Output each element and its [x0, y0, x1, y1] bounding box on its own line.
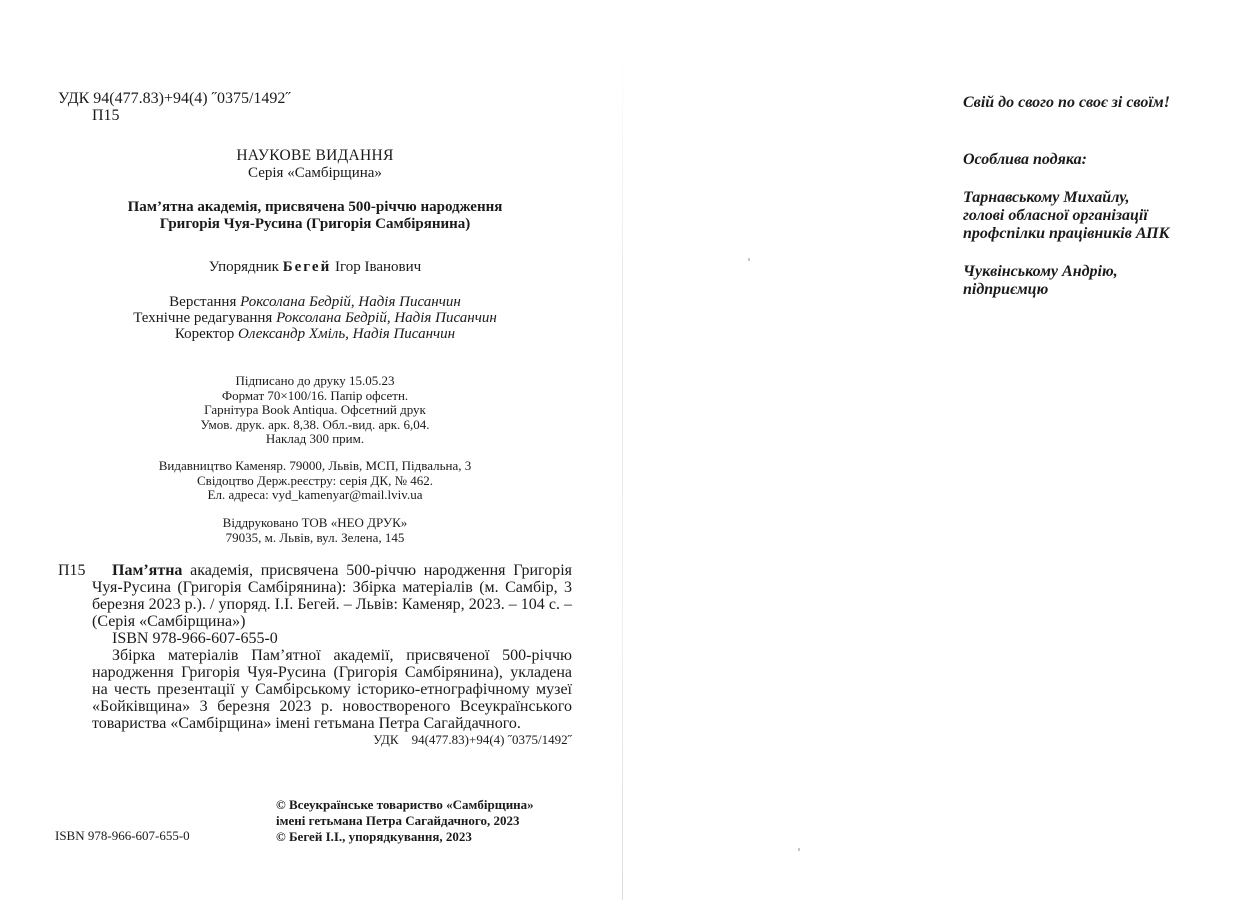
thanks-entry-2: Чуквінському Андрію, підприємцю: [963, 263, 1118, 298]
publisher-info: Видавництво Каменяр. 79000, Львів, МСП, Підвальна, 3 Свідоцтво Держ.реєстру: серія ДК, № 462. Ел. адреса: vyd_kamenyar@mail.lviv.ua: [158, 458, 472, 502]
bibliographic-record: [92, 562, 572, 748]
thanks-heading: Особлива подяка:: [963, 151, 1087, 168]
copyright-block: © Всеукраїнське товариство «Самбірщина» імені гетьмана Петра Сагайдачного, 2023 © Бегей І.І., упорядкування, 2023: [276, 797, 534, 844]
thanks-entry-1: Тарнавському Михайлу, голові обласної організації профспілки працівників АПК: [963, 189, 1170, 242]
genre-label: НАУКОВЕ ВИДАННЯ: [236, 147, 394, 164]
bib-description: Пам’ятна академія, присвячена 500-річчю народження Григорія Чуя-Русина (Григорія Самбірянина): Збірка матеріалів (м. Самбір, 3 березня 2023 р.). / упоряд. І.І. Бегей. – Львів: Каменяр, 2023. – 104 с. – (Серія «Самбірщина»): [92, 562, 573, 630]
credits-block: [40, 294, 590, 342]
footer-isbn: ISBN 978-966-607-655-0: [55, 828, 190, 843]
book-title-line-2: Григорія Чуя-Русина (Григорія Самбірянина): [159, 216, 471, 232]
motto: Свій до свого по своє зі своїм!: [963, 94, 1170, 111]
scan-speck: [798, 848, 800, 851]
bib-isbn: ISBN 978-966-607-655-0: [112, 630, 278, 647]
bib-code: П15: [58, 562, 86, 579]
printer-info: Віддруковано ТОВ «НЕО ДРУК» 79035, м. Львів, вул. Зелена, 145: [222, 515, 408, 545]
udk-classification: УДК 94(477.83)+94(4) ˝0375/1492˝: [58, 90, 291, 107]
book-title-line-1: Пам’ятна академія, присвячена 500-річчю народження: [127, 199, 503, 215]
credit-proofreader: Коректор Олександр Хміль, Надія Писанчин: [174, 326, 456, 342]
credit-layout: Верстання Роксолана Бедрій, Надія Писанчин: [169, 294, 461, 310]
compiler-surname: Бегей: [282, 259, 332, 275]
series-label: Серія «Самбірщина»: [248, 165, 382, 181]
book-code: П15: [92, 107, 120, 124]
bib-annotation: Збірка матеріалів Пам’ятної академії, присвяченої 500-річчю народження Григорія Чуя-Русина (Григорія Самбірянина), укладена на честь презентації у Самбірському історико-етнографічному музеї «Бойківщина» 3 березня 2023 р. новоствореного Всеукраїнського товариства «Самбірщина» імені гетьмана Петра Сагайдачного.: [92, 647, 572, 732]
print-info: Підписано до друку 15.05.23 Формат 70×100/16. Папір офсетн. Гарнітура Book Antiqua. Офсетний друк Умов. друк. арк. 8,38. Обл.-вид. арк. 6,04. Наклад 300 прим.: [200, 373, 430, 446]
bib-udk: УДК 94(477.83)+94(4) ˝0375/1492˝: [373, 732, 572, 747]
compiler-label: Упорядник: [208, 259, 279, 275]
compiler-name: Ігор Іванович: [334, 259, 422, 275]
title-block: [40, 147, 590, 233]
right-page: [623, 0, 1246, 900]
compiler-line: [40, 259, 590, 276]
credit-technical-editing: Технічне редагування Роксолана Бедрій, Надія Писанчин: [133, 310, 497, 326]
udk-header: [58, 90, 291, 124]
scan-speck: [748, 258, 750, 261]
